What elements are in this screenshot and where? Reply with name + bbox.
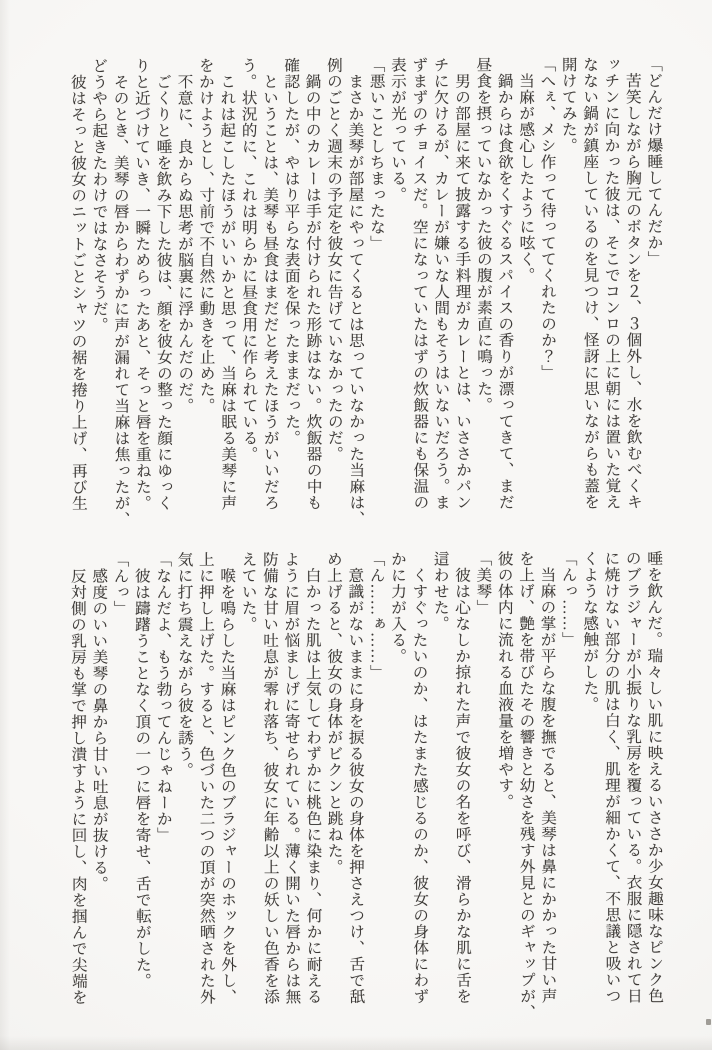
text-line: ということは、美琴も昼食はまだだと考えたほうがいいだろ	[261, 57, 280, 511]
text-line: まさか美琴が部屋にやってくるとは思っていなかった当麻は、	[346, 57, 365, 527]
text-line: 喉を鳴らした当麻はピンク色のブラジャーのホックを外し、	[218, 551, 237, 1005]
text-line: ずまずのチョイスだ。空になっていたはずの炊飯器にも保温の	[410, 56, 429, 511]
text-line: りと近づけていき、一瞬ためらったあと、そっと唇を重ねた。	[133, 57, 152, 512]
text-line: 「悪いことしちまったな」	[367, 56, 386, 252]
text-line: ごくりと唾を飲み下した彼は、顔を彼女の整った顔にゆっく	[154, 57, 173, 512]
text-line: なない鍋が鎮座しているのを見つけ、怪訝に思いながらも蓋を	[581, 56, 600, 511]
text-line: 「なんだよ、もう勃ってんじゃねーか」	[154, 551, 173, 844]
text-line: 彼はそっと彼女のニットごとシャツの裾を捲り上げ、再び生	[69, 57, 88, 512]
text-line: 鍋からは食欲をくすぐるスパイスの香りが漂ってきて、まだ	[495, 56, 515, 511]
text-line: う。状況的に、これは明らかに昼食用に作られている。	[239, 57, 258, 463]
text-line: ッチンに向かった彼は、そこでコンロの上に朝には置いた覚え	[602, 56, 621, 510]
text-line: くような感触がした。	[581, 550, 599, 713]
text-line: め上げると、彼女の身体がビクンと跳ねた。	[325, 551, 344, 876]
text-line: 昼食を摂っていなかった彼の腹が素直に鳴った。	[474, 56, 493, 414]
text-line: 開けてみた。	[560, 56, 578, 154]
text-line: どうやら起きたわけではなさそうだ。	[90, 57, 109, 334]
text-line: 「へぇ、メシ作って待っててくれたのか？」	[538, 56, 557, 381]
text-line: 「美琴」	[474, 550, 492, 616]
text-line: 男の部屋に来て披露する手料理がカレーとは、いささかパン	[453, 56, 472, 511]
text-line: 当麻の掌が平らな腹を撫でると、美琴は鼻にかかった甘い声	[538, 550, 557, 1005]
text-line: のブラジャーが小振りな乳房を覆っている。衣服に隠されて日	[624, 550, 643, 1004]
text-line: 確認したが、やはり平らな表面を保ったままだった。	[282, 57, 301, 447]
text-line: 当麻が感心したように呟く。	[517, 56, 535, 284]
text-line: を上げ、艶を帯びたその響きと幼さを残す外見とのギャップが、	[517, 550, 536, 1021]
bottom-text-block	[67, 550, 666, 1021]
text-line: 苦笑しながら胸元のボタンを２、３個外し、水を飲むべくキ	[624, 56, 643, 510]
scan-artifact-speck	[706, 1019, 711, 1025]
text-line: かに力が入る。	[389, 550, 407, 665]
text-line: 「ん……ぁ……」	[367, 550, 386, 681]
text-line: ように眉が悩ましげに寄せられている。薄く開いた唇からは無	[282, 551, 301, 1005]
text-line: 鍋の中のカレーは手が付けられた形跡はない。炊飯器の中も	[303, 57, 323, 511]
text-line: 例のごとく週末の予定を彼女に告げていなかったのだ。	[325, 57, 344, 463]
page-edge-shadow-left	[0, 0, 10, 1050]
text-line: これは起こしたほうがいいかと思って、当麻は眠る美琴に声	[218, 57, 237, 511]
text-line: に焼けない部分の肌は白く、肌理が細かくて、不思議と吸いつ	[602, 550, 621, 1004]
text-line: 意識がないままに身を捩る彼女の身体を押さえつけ、舌で舐	[346, 551, 365, 1005]
text-line: 表示が光っている。	[389, 56, 407, 203]
text-line: 彼は躊躇うことなく頂の一つに唇を寄せ、舌で転がした。	[133, 551, 152, 990]
text-line: えていた。	[239, 551, 258, 633]
text-line: 防備な甘い吐息が零れ落ち、彼女に年齢以上の妖しい色香を添	[261, 551, 280, 1005]
text-line: 「んっ……」	[560, 550, 578, 648]
text-line: 気に打ち震えながら彼を誘う。	[175, 551, 194, 779]
text-line: をかけようとし、寸前で不自然に動きを止めた。	[197, 57, 216, 414]
text-line: 上に押し上げた。すると、色づいた二つの頂が突然晒された外	[197, 551, 216, 1006]
text-line: 這わせた。	[431, 550, 450, 632]
text-line: チに欠けるが、カレーが嫌いな人間もそうはいないだろう。ま	[431, 56, 451, 511]
text-line: くすぐったいのか、はたまた感じるのか、彼女の身体にわず	[410, 550, 429, 1005]
text-line: 感度のいい美琴の鼻から甘い吐息が抜ける。	[90, 551, 109, 892]
text-line: 「どんだけ爆睡してんだか」	[645, 56, 663, 267]
text-line: 彼は心なしか掠れた声で彼女の名を呼び、滑らかな肌に舌を	[453, 550, 472, 1005]
text-line: 不意に、良からぬ思考が脳裏に浮かんだのだ。	[175, 57, 194, 414]
text-line: そのとき、美琴の唇からわずかに声が漏れて当麻は焦ったが、	[111, 57, 131, 528]
text-line: 唾を飲んだ。瑞々しい肌に映えるいささか少女趣味なピンク色	[645, 550, 664, 1004]
text-line: 白かった肌は上気してわずかに桃色に染まり、何かに耐える	[303, 551, 323, 1005]
text-line: 「んっ」	[111, 551, 129, 617]
text-line: 彼の体内に流れる血液量を増やす。	[495, 550, 514, 810]
top-text-block	[67, 56, 666, 528]
text-line: 反対側の乳房も掌で押し潰すように回し、肉を掴んで尖端を	[69, 551, 88, 1006]
page-edge-shadow-bottom	[0, 1036, 712, 1050]
